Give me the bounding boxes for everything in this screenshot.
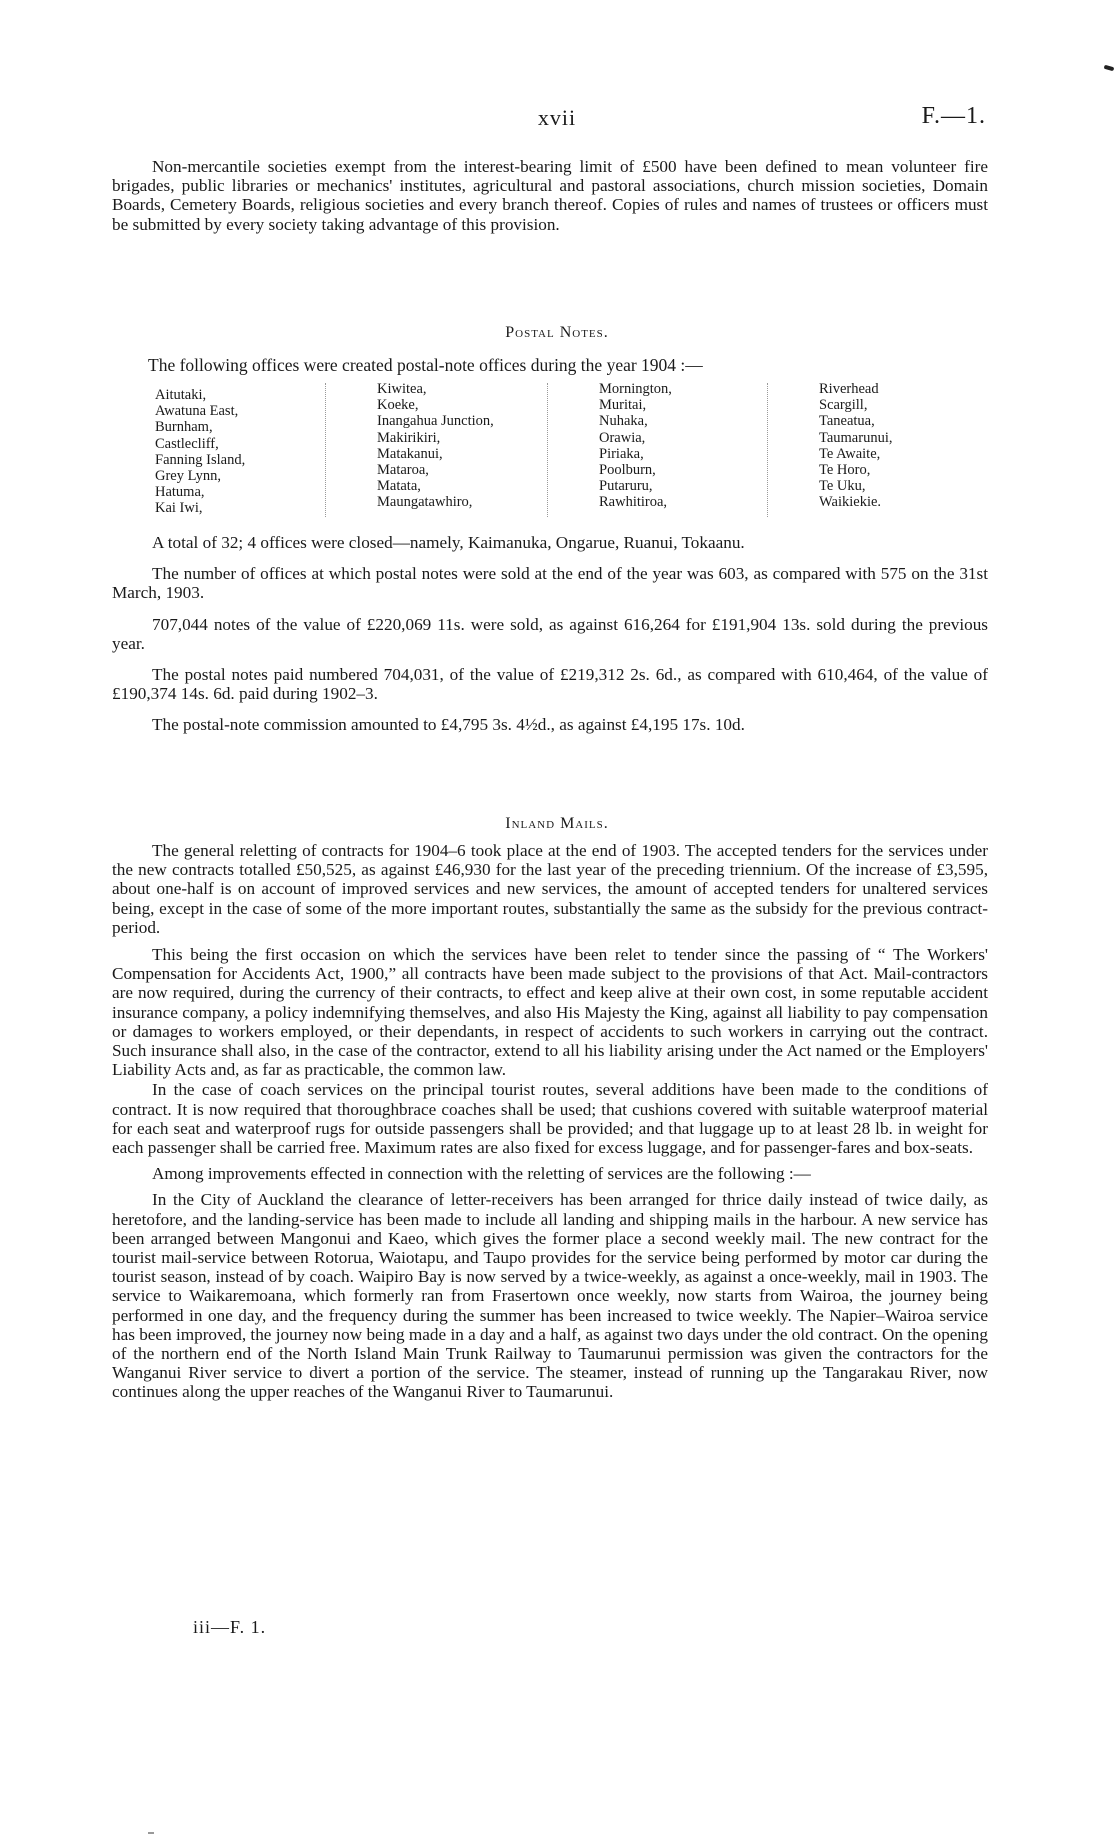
postal-note-offices-list — [155, 381, 915, 521]
office-name: Kai Iwi, — [155, 500, 203, 517]
office-name: Waikiekie. — [819, 494, 882, 511]
scan-mark — [1104, 65, 1114, 71]
office-name: Koeke, — [377, 397, 419, 414]
page-number: xvii — [537, 105, 577, 130]
office-name: Awatuna East, — [155, 403, 239, 420]
column-divider — [325, 383, 326, 517]
paragraph: 707,044 notes of the value of £220,069 11s. were sold, as against 616,264 for £191,904 13s. sold during the previous year. — [112, 614, 988, 653]
office-name: Riverhead — [819, 381, 879, 397]
paragraph: A total of 32; 4 offices were closed—namely, Kaimanuka, Ongarue, Ruanui, Tokaanu. — [152, 533, 745, 552]
office-name: Castlecliff, — [155, 435, 219, 452]
office-name: Maungatawhiro, — [377, 494, 473, 511]
office-name: Matakanui, — [377, 445, 443, 462]
office-name: Te Uku, — [819, 478, 866, 495]
office-name: Grey Lynn, — [155, 468, 222, 485]
paragraph: The number of offices at which postal notes were sold at the end of the year was 603, as compared with 575 on the 31st March, 1903. — [112, 564, 988, 603]
office-name: Kiwitea, — [377, 381, 427, 397]
office-name: Mornington, — [599, 381, 672, 397]
office-column-3 — [599, 381, 774, 519]
paragraph: The general reletting of contracts for 1904–6 took place at the end of 1903. The accepted tenders for the services under the new contracts totalled £50,525, as against £46,930 for the last year of the preceding triennium. Of the increase of £3,595, about one-half is on account of improved services and new services, the amount of accepted tenders for unaltered services being, except in the case of some of the more important routes, substantially the same as the subsidy for the previous contract-period. — [112, 841, 988, 937]
intro-paragraph: Non-mercantile societies exempt from the interest-bearing limit of £500 have been defined to mean volunteer fire brigades, public libraries or mechanics' institutes, agricultural and pastoral associations, church mission societies, Domain Boards, Cemetery Boards, religious societies and every branch thereof. Copies of rules and names of trustees or officers must be submitted by every society taking advantage of this provision. — [112, 157, 988, 234]
postal-notes-heading: Postal Notes. — [505, 324, 609, 341]
document-reference: F.—1. — [921, 103, 986, 129]
paragraph: In the City of Auckland the clearance of letter-receivers has been arranged for thrice daily instead of twice daily, as heretofore, and the landing-service has been made to include all landing and shipping mails in the harbour. A new service has been arranged between Mangonui and Kaeo, which gives the former place a second weekly mail. The new contract for the tourist mail-service between Rotorua, Waiotapu, and Taupo provides for the service being performed by motor car during the tourist season, instead of by coach. Waipiro Bay is now served by a twice-weekly, as against a once-weekly, mail in 1903. The service to Waikaremoana, which formerly ran from Frasertown once weekly, now starts from Wairoa, the journey being performed in one day, and the frequency during the summer has been increased to twice weekly. The Napier–Wairoa service has been improved, the journey now being made in a day and a half, as against two days under the old contract. On the opening of the northern end of the North Island Main Trunk Railway to Taumarunui permission was given the contractors for the Wanganui River service to divert a portion of the service. The steamer, instead of running up the Tangarakau River, now continues along the upper reaches of the Wanganui River to Taumarunui. — [112, 1190, 988, 1402]
office-name: Nuhaka, — [599, 413, 648, 430]
office-name: Hatuma, — [155, 484, 205, 501]
paragraph: In the case of coach services on the principal tourist routes, several additions have been made to the conditions of contract. It is now required that thoroughbrace coaches shall be used; that cushions covered with suitable waterproof material for each seat and waterproof rugs for outside passengers shall be provided; and that luggage up to at least 28 lb. in weight for each passenger shall be carried free. Maximum rates are also fixed for excess luggage, and for passenger-fares and box-seats. — [112, 1080, 988, 1158]
office-column-1 — [155, 387, 320, 525]
inland-mails-heading: Inland Mails. — [505, 815, 609, 832]
paragraph: The postal-note commission amounted to £4,795 3s. 4½d., as against £4,195 17s. 10d. — [152, 715, 745, 735]
intro-section — [112, 157, 988, 244]
office-name: Makirikiri, — [377, 429, 441, 446]
office-name: Fanning Island, — [155, 451, 246, 468]
office-name: Te Awaite, — [819, 445, 881, 462]
scan-mark — [148, 1832, 154, 1834]
inland-mails-body — [112, 841, 988, 1412]
postal-notes-body — [112, 533, 988, 745]
paragraph: Among improvements effected in connection with the reletting of services are the following :— — [152, 1164, 811, 1184]
office-column-2 — [377, 381, 567, 519]
office-name: Burnham, — [155, 419, 213, 436]
office-name: Scargill, — [819, 397, 868, 414]
office-name: Poolburn, — [599, 462, 656, 479]
office-name: Taumarunui, — [819, 429, 893, 446]
office-name: Mataroa, — [377, 462, 429, 479]
office-column-4 — [819, 381, 939, 519]
office-name: Inangahua Junction, — [377, 413, 494, 430]
office-name: Taneatua, — [819, 413, 875, 430]
office-name: Piriaka, — [599, 445, 644, 462]
office-name: Putaruru, — [599, 478, 653, 495]
office-name: Orawia, — [599, 429, 646, 446]
office-name: Muritai, — [599, 397, 647, 414]
office-name: Matata, — [377, 478, 421, 495]
paragraph: The postal notes paid numbered 704,031, of the value of £219,312 2s. 6d., as compared with 610,464, of the value of £190,374 14s. 6d. paid during 1902–3. — [112, 665, 988, 704]
postal-notes-lead: The following offices were created postal-note offices during the year 1904 :— — [148, 355, 703, 375]
office-name: Te Horo, — [819, 462, 871, 479]
office-name: Rawhitiroa, — [599, 494, 668, 511]
paragraph: This being the first occasion on which the services have been relet to tender since the passing of “ The Workers' Compensation for Accidents Act, 1900,” all contracts have been made subject to the provisions of that Act. Mail-contractors are now required, during the currency of their contracts, to effect and keep alive at their own cost, in some reputable accident insurance company, a policy indemnifying themselves, and also His Majesty the King, against all liability to pay compensation or damages to workers employed, or their dependants, in respect of accidents to such workers in carrying out the contract. Such insurance shall also, in the case of the contractor, extend to all his liability arising under the Act named or the Employers' Liability Acts and, as far as practicable, the common law. — [112, 945, 988, 1080]
office-name: Aitutaki, — [155, 387, 207, 403]
signature-mark: iii—F. 1. — [193, 1617, 267, 1637]
